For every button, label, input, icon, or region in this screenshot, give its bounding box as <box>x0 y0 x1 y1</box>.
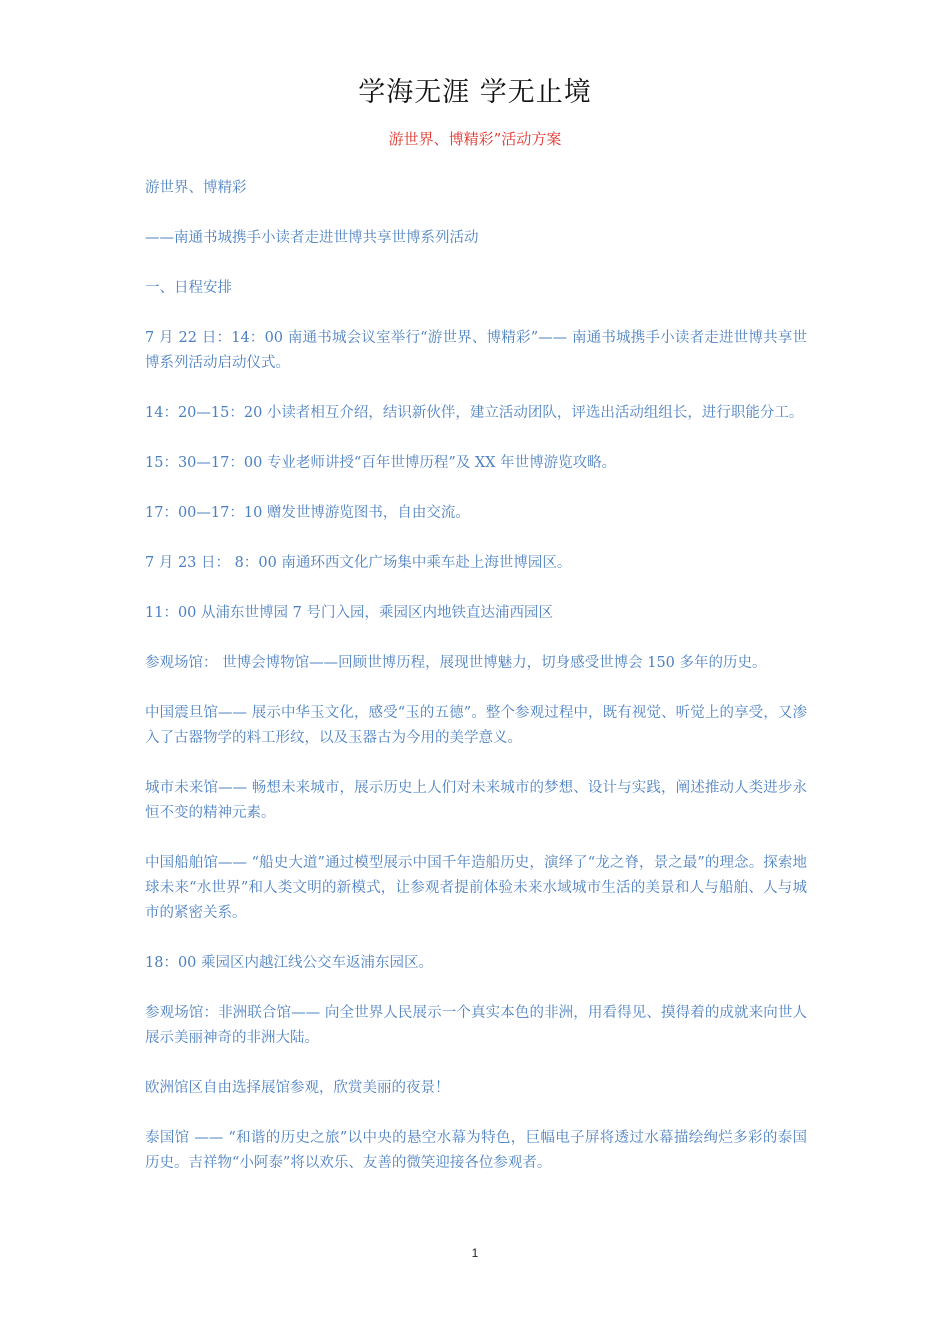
paragraph-schedule-item: 7 月 22 日：14：00 南通书城会议室举行“游世界、博精彩”—— 南通书城携手小读者走进世博共享世博系列活动启动仪式。 <box>145 330 807 371</box>
page-title: 学海无涯 学无止境 <box>358 77 592 108</box>
paragraph-schedule-item: 17：00—17：10 赠发世博游览图书，自由交流。 <box>145 505 470 521</box>
document-body <box>145 176 807 1201</box>
paragraph-pavilion: 泰国馆 —— “和谐的历史之旅”以中央的悬空水幕为特色，巨幅电子屏将透过水幕描绘绚烂多彩的泰国历史。吉祥物“小阿泰”将以欢乐、友善的微笑迎接各位参观者。 <box>145 1130 807 1171</box>
paragraph-schedule-item: 7 月 23 日： 8：00 南通环西文化广场集中乘车赴上海世博园区。 <box>145 555 572 571</box>
document-subtitle: 游世界、博精彩”活动方案 <box>388 130 562 148</box>
paragraph-schedule-item: 14：20—15：20 小读者相互介绍，结识新伙伴，建立活动团队，评选出活动组组长，进行职能分工。 <box>145 405 804 421</box>
section-heading-schedule: 一、日程安排 <box>145 280 232 296</box>
paragraph-schedule-item: 15：30—17：00 专业老师讲授“百年世博历程”及 XX 年世博游览攻略。 <box>145 455 617 471</box>
paragraph-pavilion: 参观场馆： 世博会博物馆——回顾世博历程，展现世博魅力，切身感受世博会 150 多年的历史。 <box>145 655 767 671</box>
paragraph-schedule-item: 18：00 乘园区内越江线公交车返浦东园区。 <box>145 955 434 971</box>
paragraph-pavilion: 中国船舶馆—— “船史大道”通过模型展示中国千年造船历史，演绎了“龙之脊，景之最”的理念。探索地球未来“水世界”和人类文明的新模式，让参观者提前体验未来水域城市生活的美景和人与船舶、人与城市的紧密关系。 <box>145 855 807 921</box>
paragraph-schedule-item: 11：00 从浦东世博园 7 号门入园，乘园区内地铁直达浦西园区 <box>145 605 553 621</box>
paragraph-event-title: 游世界、博精彩 <box>145 180 247 196</box>
page-number: 1 <box>471 1246 479 1260</box>
paragraph-pavilion: 参观场馆：非洲联合馆—— 向全世界人民展示一个真实本色的非洲，用看得见、摸得着的成就来向世人展示美丽神奇的非洲大陆。 <box>145 1005 807 1046</box>
paragraph-pavilion: 中国震旦馆—— 展示中华玉文化，感受“玉的五德”。整个参观过程中，既有视觉、听觉上的享受，又渗入了古器物学的料工形纹，以及玉器古为今用的美学意义。 <box>145 705 807 746</box>
paragraph-event-tagline: ——南通书城携手小读者走进世博共享世博系列活动 <box>145 230 479 246</box>
paragraph-pavilion: 城市未来馆—— 畅想未来城市，展示历史上人们对未来城市的梦想、设计与实践，阐述推动人类进步永恒不变的精神元素。 <box>145 780 807 821</box>
paragraph-pavilion: 欧洲馆区自由选择展馆参观，欣赏美丽的夜景！ <box>145 1080 450 1096</box>
